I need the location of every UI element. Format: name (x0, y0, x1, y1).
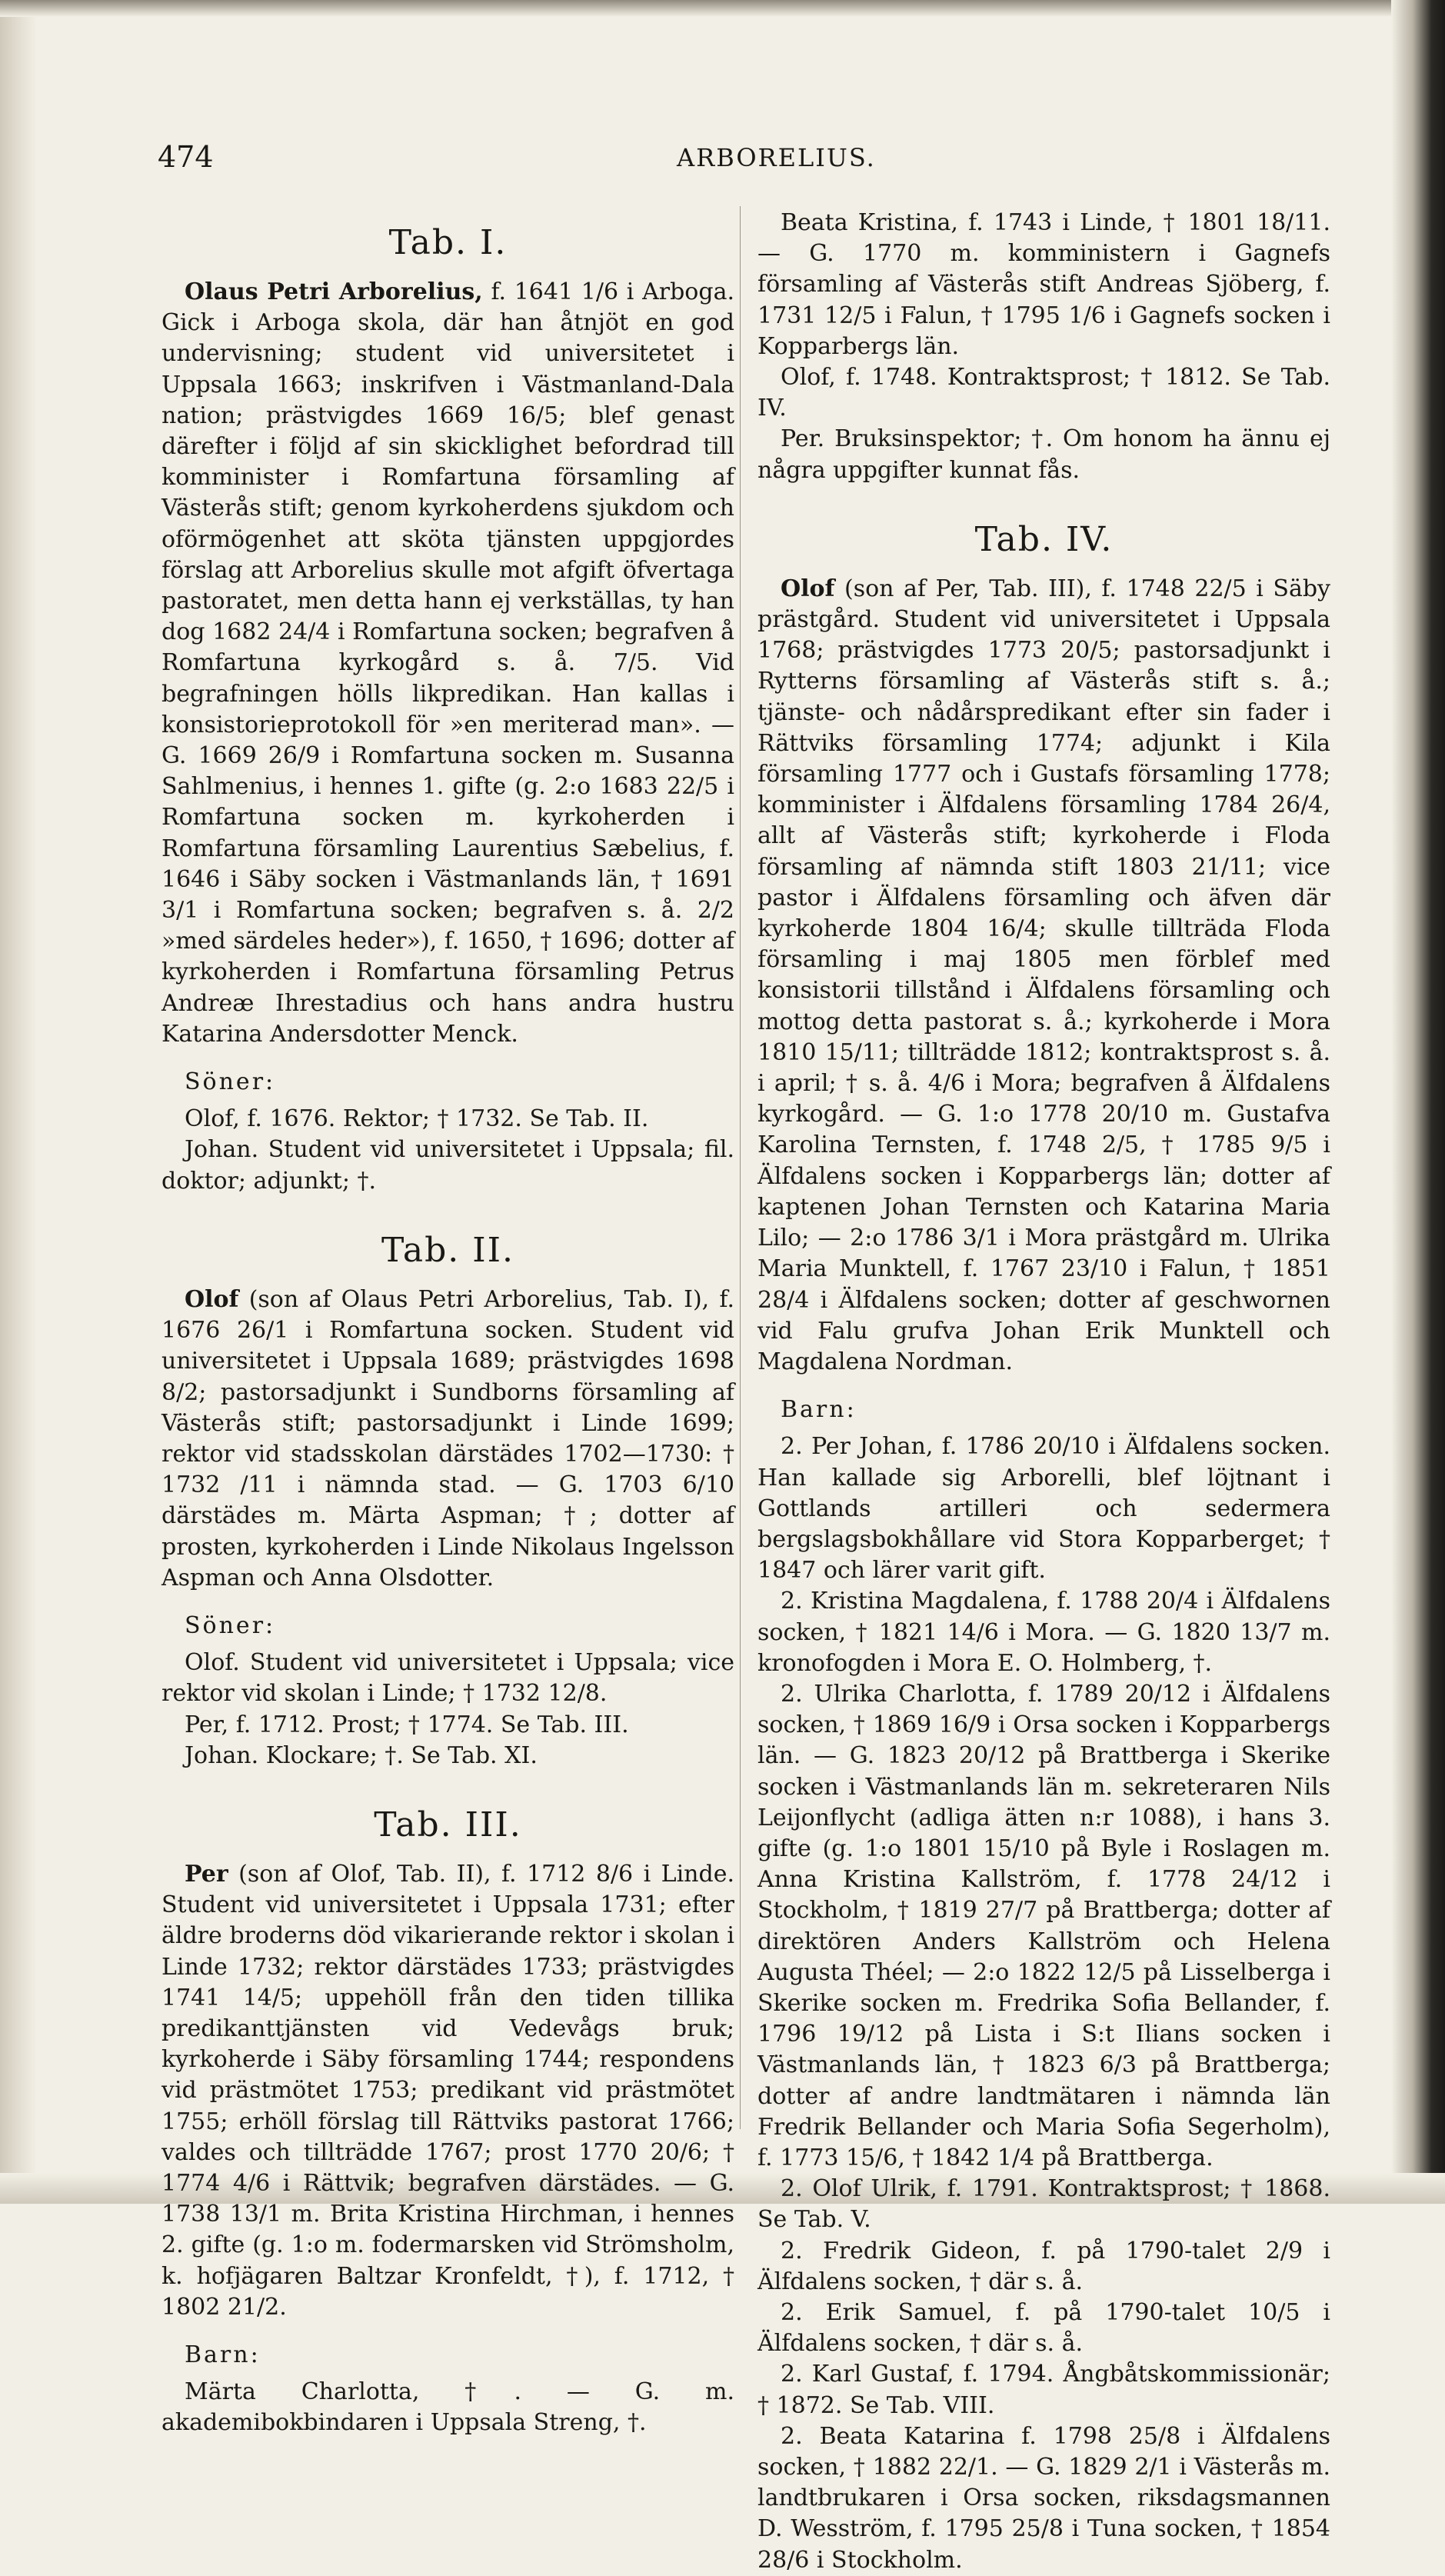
child-entry: 2. Kristina Magdalena, f. 1788 20/4 i Älfdalens socken, † 1821 14/6 i Mora. — G. 1820 13/7 m. kronofogden i Mora E. O. Holmberg, †. (757, 1588, 1330, 1677)
tab-heading-2: Tab. II. (381, 1230, 515, 1270)
child-entry: Johan. Klockare; †. Se Tab. XI. (185, 1741, 538, 1769)
children-label: Barn: (781, 1396, 857, 1424)
entry-name: Olof (781, 575, 835, 602)
child-entry: 2. Ulrika Charlotta, f. 1789 20/12 i Älfdalens socken, † 1869 16/9 i Orsa socken i Kopparbergs län. — G. 1823 20/12 på Brattberga i Skerike socken i Västmanlands län m. sekreteraren Nils Leijonflycht (adliga ätten n:r 1088), i hans 3. gifte (g. 1:o 1801 15/10 på Byle i Roslagen m. Anna Kristina Kallström, f. 1778 24/12 i Stockholm, † 1819 27/7 på Brattberga; dotter af direktören Anders Kallström och Helena Augusta Théel; — 2:o 1822 12/5 på Lisselberga i Skerike socken m. Fredrika Sofia Bellander, f. 1796 19/12 på Lista i S:t Ilians socken i Västmanlands län, † 1823 6/3 på Brattberga; dotter af andre landtmätaren i nämnda län Fredrik Bellander och Maria Sofia Segerholm), f. 1773 15/6, † 1842 1/4 på Brattberga. (757, 1680, 1330, 2171)
left-column (161, 208, 734, 2439)
children-label: Söner: (185, 1611, 276, 1639)
child-entry: Olof, f. 1676. Rektor; † 1732. Se Tab. II. (185, 1105, 649, 1133)
continuation-entry: Beata Kristina, f. 1743 i Linde, † 1801 18/11. — G. 1770 m. komministern i Gagnefs församling af Västerås stift Andreas Sjöberg, f. 1731 12/5 i Falun, † 1795 1/6 i Gagnefs socken i Kopparbergs län. (757, 209, 1330, 360)
entry-text: (son af Olaus Petri Arborelius, Tab. I), f. 1676 26/1 i Romfartuna socken. Student vid universitetet i Uppsala 1689; prästvigdes 1698 8/2; pastorsadjunkt i Sundborns församling af Västerås stift; pastorsadjunkt i Linde 1699; rektor vid stadsskolan därstädes 1702—1730: † 1732 /11 i nämnda stad. — G. 1703 6/10 därstädes m. Märta Aspman; †; dotter af prosten, kyrkoherden i Linde Nikolaus Ingelsson Aspman och Anna Olsdotter. (161, 1285, 734, 1591)
child-entry: 2. Per Johan, f. 1786 20/10 i Älfdalens socken. Han kallade sig Arborelli, blef löjtnant i Gottlands artilleri och sedermera bergslagsbokhållare vid Stora Kopparberget; † 1847 och lärer varit gift. (757, 1433, 1330, 1585)
continuation-entry: Olof, f. 1748. Kontraktsprost; † 1812. Se Tab. IV. (757, 364, 1330, 422)
page-number: 474 (158, 140, 214, 174)
children-label: Söner: (185, 1068, 276, 1096)
tab-heading-3: Tab. III. (374, 1805, 522, 1845)
entry-text: (son af Per, Tab. III), f. 1748 22/5 i Säby prästgård. Student vid universitetet i Uppsala 1768; prästvigdes 1773 20/5; pastorsadjunkt i Rytterns församling af Västerås stift s. å.; tjänste- och nådårspredikant efter sin fader i Rättviks församling 1774; adjunkt i Kila församling 1777 och i Gustafs församling 1778; komminister i Älfdalens församling 1784 26/4, allt af Västerås stift; kyrkoherde i Floda församling af nämnda stift 1803 21/11; vice pastor i Älfdalens församling och äfven där kyrkoherde 1804 16/4; skulle tillträda Floda församling i maj 1805 men förblef med konsistorii tillstånd i Älfdalens församling och mottog detta pastorat s. å.; kyrkoherde i Mora 1810 15/11; tillträdde 1812; kontraktsprost s. å. i april; † s. å. 4/6 i Mora; begrafven å Älfdalens kyrkogård. — G. 1:o 1778 20/10 m. Gustafva Karolina Ternsten, f. 1748 2/5, † 1785 9/5 i Älfdalens socken i Kopparbergs län; dotter af kaptenen Johan Ternsten och Katarina Maria Lilo; — 2:o 1786 3/1 i Mora prästgård m. Ulrika Maria Munktell, f. 1767 23/10 i Falun, † 1851 28/4 i Älfdalens socken; dotter af geschwornen vid Falu grufva Johan Erik Munktell och Magdalena Nordman. (757, 575, 1330, 1375)
right-page-edge (1391, 0, 1445, 2204)
column-divider (740, 206, 741, 2129)
entry-paragraph-tab1 (161, 277, 734, 1050)
book-spine-shadow (0, 0, 37, 2204)
top-page-edge (0, 0, 1445, 17)
child-entry: Per, f. 1712. Prost; † 1774. Se Tab. III. (185, 1711, 629, 1738)
right-column (757, 208, 1330, 2576)
entry-paragraph-tab2 (161, 1285, 734, 1594)
child-entry: 2. Erik Samuel, f. på 1790-talet 10/5 i Älfdalens socken, † där s. å. (757, 2299, 1330, 2358)
running-head: ARBORELIUS. (677, 143, 876, 172)
entry-paragraph-tab4 (757, 574, 1330, 1378)
entry-name: Per (185, 1860, 228, 1888)
child-entry: Märta Charlotta, †. — G. m. akademibokbindaren i Uppsala Streng, †. (161, 2378, 734, 2437)
tab-heading-1: Tab. I. (388, 223, 508, 262)
child-entry: 2. Fredrik Gideon, f. på 1790-talet 2/9 i Älfdalens socken, † där s. å. (757, 2237, 1330, 2295)
entry-text: (son af Olof, Tab. II), f. 1712 8/6 i Linde. Student vid universitetet i Uppsala 1731; efter äldre broderns död vikarierande rektor i skolan i Linde 1732; rektor därstädes 1733; prästvigdes 1741 14/5; uppehöll från den tiden tillika predikanttjänsten vid Vedevågs bruk; kyrkoherde i Säby församling 1744; respondens vid prästmötet 1753; predikant vid prästmötet 1755; erhöll förslag till Rättviks pastorat 1766; valdes och tillträdde 1767; prost 1770 20/6; † 1774 4/6 i Rättvik; begrafven därstädes. — G. 1738 13/1 m. Brita Kristina Hirchman, i hennes 2. gifte (g. 1:o m. fodermarsken vid Strömsholm, k. hofjägaren Baltzar Kronfeldt, †), f. 1712, † 1802 21/2. (161, 1860, 734, 2321)
tab-heading-4: Tab. IV. (974, 519, 1114, 559)
entry-name: Olaus Petri Arborelius, (185, 278, 483, 305)
children-label: Barn: (185, 2341, 261, 2368)
entry-paragraph-tab3 (161, 1859, 734, 2323)
entry-text: f. 1641 1/6 i Arboga. Gick i Arboga skola, där han åtnjöt en god undervisning; student vid universitetet i Uppsala 1663; inskrifven i Västmanland-Dala nation; prästvigdes 1669 16/5; blef genast därefter i följd af sin skicklighet befordrad till komminister i Romfartuna församling af Västerås stift; genom kyrkoherdens sjukdom och oförmögenhet att sköta tjänsten uppgjordes förslag att Arborelius skulle mot afgift öfvertaga pastoratet, men detta hann ej verkställas, ty han dog 1682 24/4 i Romfartuna socken; begrafven å Romfartuna kyrkogård s. å. 7/5. Vid begrafningen hölls likpredikan. Han kallas i konsistorieprotokoll för »en meriterad man». — G. 1669 26/9 i Romfartuna socken m. Susanna Sahlmenius, i hennes 1. gifte (g. 2:o 1683 22/5 i Romfartuna socken m. kyrkoherden i Romfartuna församling Laurentius Sæbelius, f. 1646 i Säby socken i Västmanlands län, † 1691 3/1 i Romfartuna socken; begrafven s. å. 2/2 »med särdeles heder»), f. 1650, † 1696; dotter af kyrkoherden i Romfartuna församling Petrus Andreæ Ihrestadius och hans andra hustru Katarina Andersdotter Menck. (161, 278, 734, 1048)
continuation-entry: Per. Bruksinspektor; †. Om honom ha ännu ej några uppgifter kunnat fås. (757, 425, 1330, 484)
child-entry: 2. Beata Katarina f. 1798 25/8 i Älfdalens socken, † 1882 22/1. — G. 1829 2/1 i Västerås m. landtbrukaren i Orsa socken, riksdagsmannen D. Wesström, f. 1795 25/8 i Tuna socken, † 1854 28/6 i Stockholm. (757, 2422, 1330, 2574)
entry-name: Olof (185, 1285, 239, 1313)
child-entry: 2. Karl Gustaf, f. 1794. Ångbåtskommissionär; † 1872. Se Tab. VIII. (757, 2361, 1330, 2419)
child-entry: 2. Olof Ulrik, f. 1791. Kontraktsprost; † 1868. Se Tab. V. (757, 2175, 1330, 2234)
child-entry: Johan. Student vid universitetet i Uppsala; fil. doktor; adjunkt; †. (161, 1136, 734, 1195)
child-entry: Olof. Student vid universitetet i Uppsala; vice rektor vid skolan i Linde; † 1732 12/8. (161, 1649, 734, 1708)
